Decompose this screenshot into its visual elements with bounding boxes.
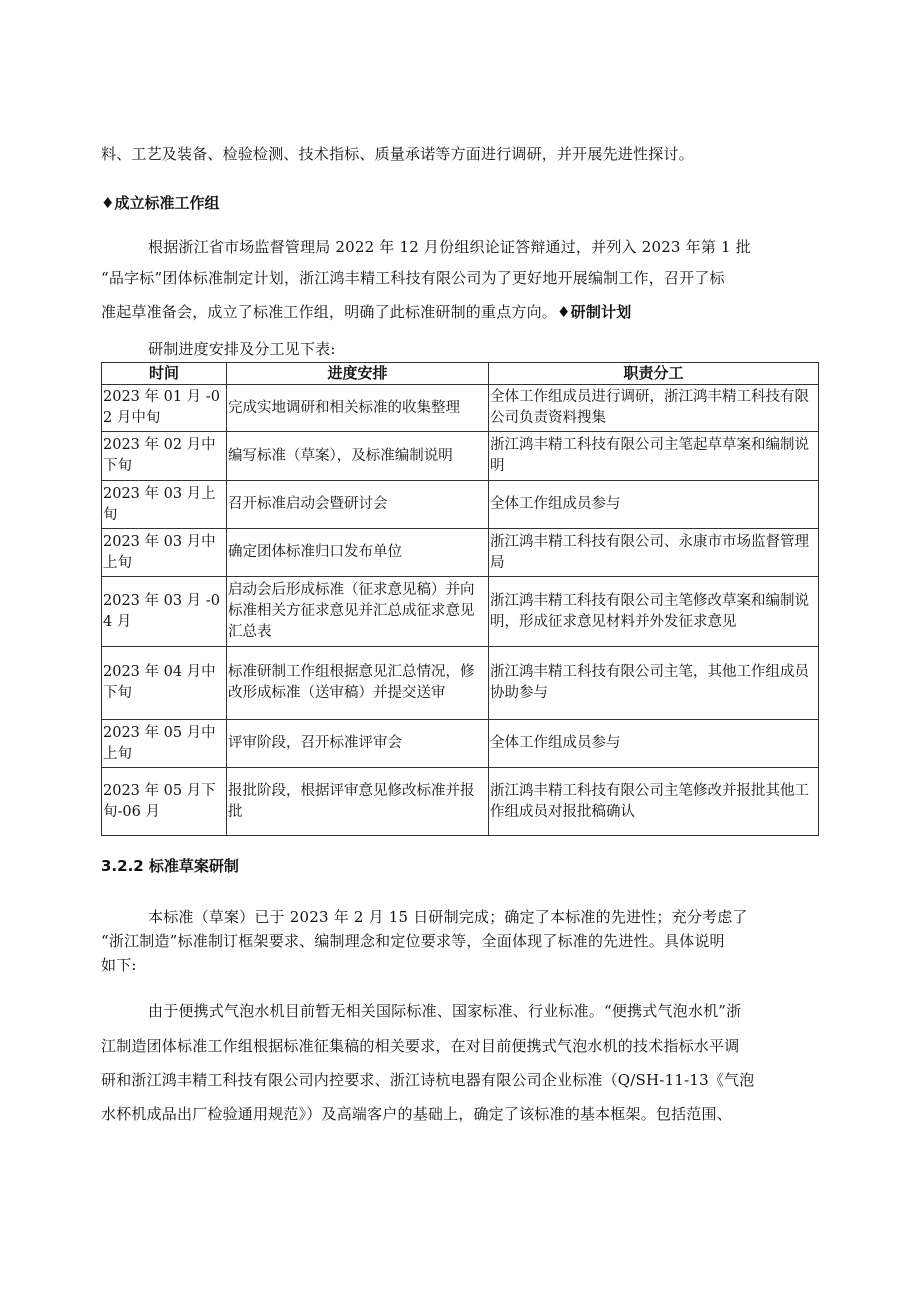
cell-task: 确定团体标准归口发布单位 (227, 529, 489, 577)
paragraph-line: “品字标”团体标准制定计划，浙江鸿丰精工科技有限公司为了更好地开展编制工作，召开了标 (101, 269, 725, 287)
cell-task: 启动会后形成标准（征求意见稿）并向标准相关方征求意见并汇总成征求意见汇总表 (227, 577, 489, 647)
cell-duty: 浙江鸿丰精工科技有限公司、永康市市场监督管理局 (489, 529, 819, 577)
cell-time: 2023 年 01 月 -02 月中旬 (102, 385, 227, 432)
schedule-table (101, 362, 819, 836)
table-row (102, 385, 819, 432)
cell-task: 标准研制工作组根据意见汇总情况，修改形成标准（送审稿）并提交送审 (227, 647, 489, 720)
table-row (102, 481, 819, 529)
paragraph-line (101, 302, 631, 322)
paragraph-line: 如下: (101, 956, 137, 974)
paragraph-line: 研和浙江鸿丰精工科技有限公司内控要求、浙江诗杭电器有限公司企业标准（Q/SH-11-13《气泡 (101, 1071, 755, 1089)
paragraph-line: 根据浙江省市场监督管理局 2022 年 12 月份组织论证答辩通过，并列入 2023 年第 1 批 (148, 238, 751, 256)
cell-time: 2023 年 03 月 -04 月 (102, 577, 227, 647)
section-heading-draft: 3.2.2 标准草案研制 (101, 857, 239, 875)
cell-time: 2023 年 03 月中上旬 (102, 529, 227, 577)
column-header-time: 时间 (102, 363, 227, 385)
column-header-duty: 职责分工 (489, 363, 819, 385)
table-row (102, 768, 819, 836)
paragraph-line: 水杯机成品出厂检验通用规范》）及高端客户的基础上，确定了该标准的基本框架。包括范围、 (101, 1105, 732, 1123)
cell-duty: 浙江鸿丰精工科技有限公司主笔修改并报批其他工作组成员对报批稿确认 (489, 768, 819, 836)
table-row (102, 529, 819, 577)
cell-task: 评审阶段，召开标准评审会 (227, 720, 489, 768)
cell-time: 2023 年 03 月上旬 (102, 481, 227, 529)
paragraph-line: “浙江制造”标准制订框架要求、编制理念和定位要求等，全面体现了标准的先进性。具体说明 (101, 932, 725, 950)
cell-duty: 全体工作组成员参与 (489, 481, 819, 529)
cell-duty: 浙江鸿丰精工科技有限公司主笔修改草案和编制说明，形成征求意见材料并外发征求意见 (489, 577, 819, 647)
table-row (102, 720, 819, 768)
cell-task: 报批阶段，根据评审意见修改标准并报批 (227, 768, 489, 836)
cell-time: 2023 年 05 月中上旬 (102, 720, 227, 768)
table-row (102, 647, 819, 720)
paragraph-line: 江制造团体标准工作组根据标准征集稿的相关要求，在对目前便携式气泡水机的技术指标水平调 (101, 1037, 740, 1055)
cell-task: 完成实地调研和相关标准的收集整理 (227, 385, 489, 432)
paragraph-line: 料、工艺及装备、检验检测、技术指标、质量承诺等方面进行调研，并开展先进性探讨。 (101, 145, 694, 163)
cell-task: 召开标准启动会暨研讨会 (227, 481, 489, 529)
table-row (102, 577, 819, 647)
cell-duty: 浙江鸿丰精工科技有限公司主笔起草草案和编制说明 (489, 432, 819, 481)
cell-duty: 浙江鸿丰精工科技有限公司主笔，其他工作组成员协助参与 (489, 647, 819, 720)
cell-time: 2023 年 05 月下旬-06 月 (102, 768, 227, 836)
section-heading-plan: ♦研制计划 (557, 303, 632, 321)
table-row (102, 432, 819, 481)
paragraph-text: 准起草准备会，成立了标准工作组，明确了此标准研制的重点方向。 (101, 303, 558, 321)
table-intro: 研制进度安排及分工见下表: (148, 340, 336, 358)
cell-time: 2023 年 02 月中下旬 (102, 432, 227, 481)
cell-duty: 全体工作组成员进行调研，浙江鸿丰精工科技有限公司负责资料搜集 (489, 385, 819, 432)
paragraph-line: 由于便携式气泡水机目前暂无相关国际标准、国家标准、行业标准。“便携式气泡水机”浙 (148, 1002, 742, 1020)
section-heading-working-group: ♦成立标准工作组 (101, 194, 220, 212)
cell-duty: 全体工作组成员参与 (489, 720, 819, 768)
cell-time: 2023 年 04 月中下旬 (102, 647, 227, 720)
column-header-task: 进度安排 (227, 363, 489, 385)
cell-task: 编写标准（草案），及标准编制说明 (227, 432, 489, 481)
paragraph-line: 本标准（草案）已于 2023 年 2 月 15 日研制完成；确定了本标准的先进性；充分考虑了 (148, 908, 748, 926)
table-header-row (102, 363, 819, 385)
